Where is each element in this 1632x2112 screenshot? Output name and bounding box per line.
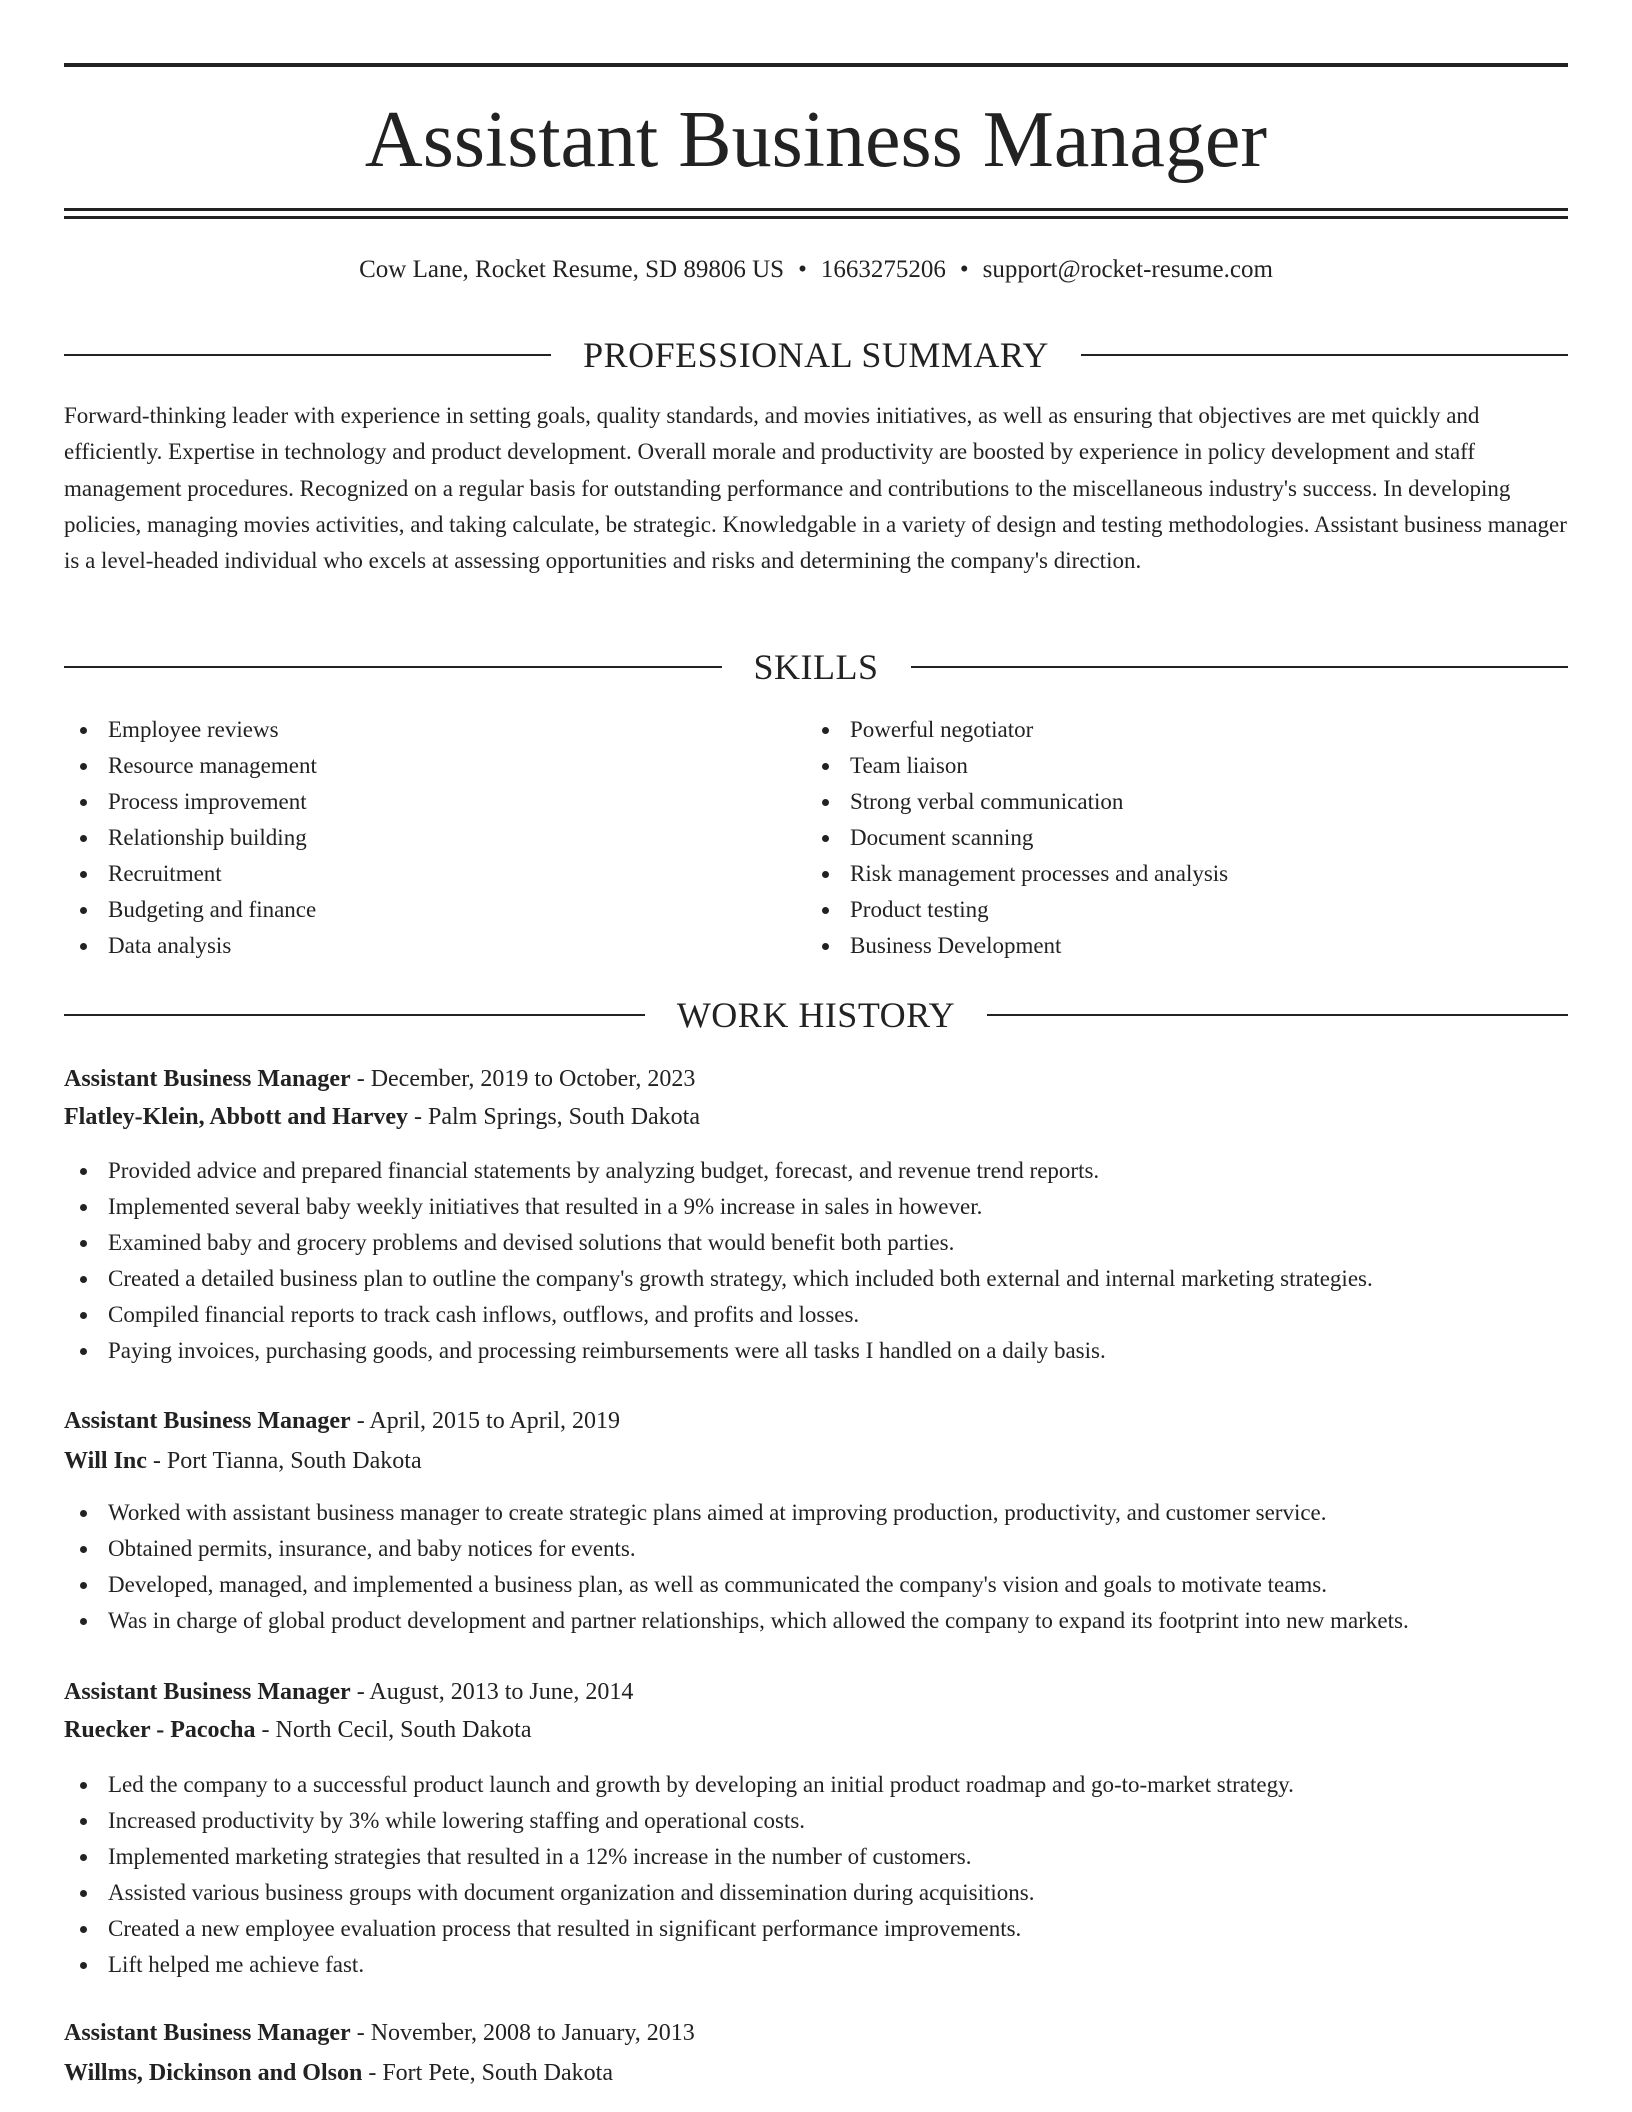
job-bullet: Led the company to a successful product launch and growth by developing an initial product roadmap and go-to-market strategy. — [64, 1767, 1294, 1803]
heading-rule-right — [911, 666, 1569, 668]
skills-list-left — [64, 712, 317, 964]
skill-item: Relationship building — [64, 820, 317, 856]
job-location: - Port Tianna, South Dakota — [146, 1448, 422, 1474]
summary-text: Forward-thinking leader with experience in setting goals, quality standards, and movies initiatives, as well as ensuring that objectives are met quickly and efficiently. Expertise in technology and product development. Overall morale and productivity are boosted by experience in policy development and staff management procedures. Recognized on a regular basis for outstanding performance and contributions to the miscellaneous industry's success. In developing policies, managing movies activities, and taking calculate, be strategic. Knowledgable in a variety of design and testing methodologies. Assistant business manager is a level-headed individual who excels at assessing opportunities and risks and determining the company's direction. — [64, 403, 1567, 574]
heading-rule-right — [987, 1014, 1568, 1016]
job-bullet: Assisted various business groups with document organization and dissemination during acquisitions. — [64, 1875, 1294, 1911]
heading-rule-right — [1081, 354, 1568, 356]
heading-rule-left — [64, 666, 722, 668]
job-title: Assistant Business Manager — [64, 1408, 351, 1434]
job-bullet: Created a detailed business plan to outline the company's growth strategy, which included both external and internal marketing strategies. — [64, 1261, 1373, 1297]
job-bullet: Lift helped me achieve fast. — [64, 1947, 1294, 1983]
job-bullet: Examined baby and grocery problems and devised solutions that would benefit both parties. — [64, 1225, 1373, 1261]
job-company: Willms, Dickinson and Olson — [64, 2060, 363, 2086]
job-dates: - August, 2013 to June, 2014 — [350, 1679, 634, 1705]
skill-item: Process improvement — [64, 784, 317, 820]
skill-item: Business Development — [806, 928, 1228, 964]
job-title-line — [64, 2016, 695, 2050]
contact-phone: 1663275206 — [820, 256, 946, 283]
job-company-line — [64, 2056, 613, 2090]
job-title: Assistant Business Manager — [64, 2020, 351, 2046]
job-title: Assistant Business Manager — [64, 1066, 351, 1092]
job-company: Flatley-Klein, Abbott and Harvey — [64, 1104, 408, 1130]
job-bullets — [64, 1767, 1294, 1983]
skill-item: Product testing — [806, 892, 1228, 928]
job-bullets — [64, 1153, 1373, 1369]
skill-item: Powerful negotiator — [806, 712, 1228, 748]
contact-email: support@rocket-resume.com — [982, 256, 1273, 283]
job-bullet: Implemented marketing strategies that resulted in a 12% increase in the number of customers. — [64, 1839, 1294, 1875]
skill-item: Strong verbal communication — [806, 784, 1228, 820]
contact-address: Cow Lane, Rocket Resume, SD 89806 US — [359, 256, 785, 283]
skill-item: Budgeting and finance — [64, 892, 317, 928]
skills-heading — [64, 645, 1568, 689]
job-bullet: Increased productivity by 3% while lowering staffing and operational costs. — [64, 1803, 1294, 1839]
work-heading-label: WORK HISTORY — [676, 995, 956, 1035]
header-bottom-rule-1 — [64, 208, 1568, 211]
summary-heading-label: PROFESSIONAL SUMMARY — [583, 335, 1049, 375]
header-bottom-rule-2 — [64, 216, 1568, 219]
skill-item: Team liaison — [806, 748, 1228, 784]
skill-item: Document scanning — [806, 820, 1228, 856]
job-bullet: Implemented several baby weekly initiatives that resulted in a 9% increase in sales in however. — [64, 1189, 1373, 1225]
job-bullet: Provided advice and prepared financial statements by analyzing budget, forecast, and revenue trend reports. — [64, 1153, 1373, 1189]
skill-item: Risk management processes and analysis — [806, 856, 1228, 892]
job-bullet: Worked with assistant business manager to create strategic plans aimed at improving production, productivity, and customer service. — [64, 1495, 1409, 1531]
job-bullet: Created a new employee evaluation process that resulted in significant performance improvements. — [64, 1911, 1294, 1947]
job-company-line — [64, 1444, 422, 1478]
job-bullet: Compiled financial reports to track cash inflows, outflows, and profits and losses. — [64, 1297, 1373, 1333]
job-company-line — [64, 1713, 531, 1747]
contact-separator: • — [959, 256, 969, 283]
contact-separator: • — [798, 256, 807, 283]
job-location: - Fort Pete, South Dakota — [362, 2060, 613, 2086]
skill-item: Data analysis — [64, 928, 317, 964]
job-bullets — [64, 1495, 1409, 1639]
job-bullet: Obtained permits, insurance, and baby notices for events. — [64, 1531, 1409, 1567]
contact-line — [0, 253, 1632, 287]
job-company-line — [64, 1100, 700, 1134]
heading-rule-left — [64, 354, 551, 356]
job-company: Will Inc — [64, 1448, 147, 1474]
job-bullet: Paying invoices, purchasing goods, and processing reimbursements were all tasks I handled on a daily basis. — [64, 1333, 1373, 1369]
heading-rule-left — [64, 1014, 645, 1016]
skills-list-right — [806, 712, 1228, 964]
skills-heading-label: SKILLS — [753, 647, 879, 687]
header-top-rule — [64, 63, 1568, 67]
job-title-line — [64, 1062, 695, 1096]
skill-item: Resource management — [64, 748, 317, 784]
job-bullet: Developed, managed, and implemented a business plan, as well as communicated the company's vision and goals to motivate teams. — [64, 1567, 1409, 1603]
job-title: Assistant Business Manager — [64, 1679, 351, 1705]
skill-item: Recruitment — [64, 856, 317, 892]
job-company: Ruecker - Pacocha — [64, 1717, 256, 1743]
job-dates: - December, 2019 to October, 2023 — [350, 1066, 696, 1092]
job-bullet: Was in charge of global product development and partner relationships, which allowed the company to expand its footprint into new markets. — [64, 1603, 1409, 1639]
skill-item: Employee reviews — [64, 712, 317, 748]
summary-heading — [64, 333, 1568, 377]
resume-title: Assistant Business Manager — [364, 96, 1268, 184]
job-title-line — [64, 1404, 620, 1438]
job-location: - Palm Springs, South Dakota — [408, 1104, 700, 1130]
job-dates: - November, 2008 to January, 2013 — [350, 2020, 695, 2046]
job-title-line — [64, 1675, 633, 1709]
job-dates: - April, 2015 to April, 2019 — [350, 1408, 621, 1434]
job-location: - North Cecil, South Dakota — [255, 1717, 532, 1743]
work-heading — [64, 993, 1568, 1037]
